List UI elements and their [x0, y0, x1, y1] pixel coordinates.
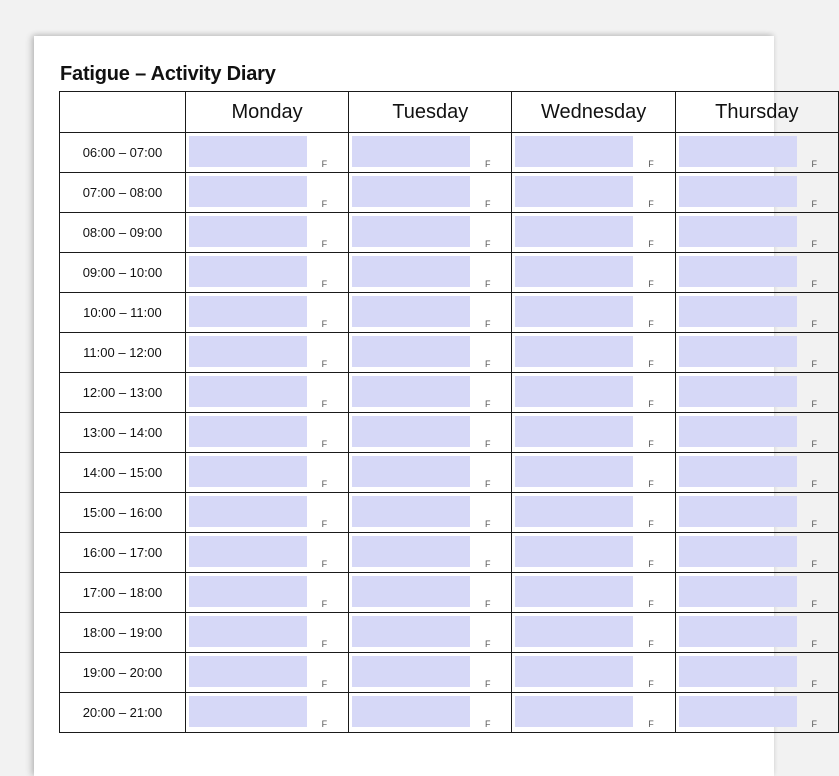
- fatigue-score-label: F: [811, 599, 817, 609]
- diary-cell: [512, 333, 675, 373]
- fatigue-score-label: F: [484, 719, 491, 729]
- activity-entry-field[interactable]: [679, 696, 797, 727]
- activity-entry-field[interactable]: [679, 616, 797, 647]
- fatigue-score-label: F: [648, 679, 654, 689]
- fatigue-score-label: F: [321, 399, 328, 409]
- time-row: [60, 613, 839, 653]
- fatigue-score-label: F: [321, 679, 328, 689]
- activity-entry-field[interactable]: [515, 216, 633, 247]
- time-slot-label: 12:00 – 13:00: [60, 373, 186, 413]
- activity-entry-field[interactable]: [352, 256, 470, 287]
- diary-cell: [349, 533, 512, 573]
- diary-cell: [349, 493, 512, 533]
- activity-entry-field[interactable]: [679, 576, 797, 607]
- activity-entry-field[interactable]: [352, 296, 470, 327]
- fatigue-score-label: F: [811, 159, 817, 169]
- activity-entry-field[interactable]: [352, 656, 470, 687]
- diary-cell: [185, 573, 348, 613]
- diary-cell: [185, 253, 348, 293]
- day-header: Monday: [185, 92, 348, 133]
- fatigue-score-label: F: [321, 639, 328, 649]
- fatigue-score-label: F: [811, 279, 817, 289]
- fatigue-score-label: F: [811, 319, 817, 329]
- day-header: Tuesday: [349, 92, 512, 133]
- fatigue-score-label: F: [648, 239, 654, 249]
- diary-cell: [675, 533, 838, 573]
- fatigue-score-label: F: [648, 439, 654, 449]
- diary-table: [59, 91, 839, 733]
- diary-cell: [349, 653, 512, 693]
- activity-entry-field[interactable]: [515, 656, 633, 687]
- time-slot-label: 18:00 – 19:00: [60, 613, 186, 653]
- activity-entry-field[interactable]: [679, 456, 797, 487]
- fatigue-score-label: F: [321, 439, 328, 449]
- time-slot-label: 15:00 – 16:00: [60, 493, 186, 533]
- time-row: [60, 133, 839, 173]
- fatigue-score-label: F: [648, 199, 654, 209]
- fatigue-score-label: F: [321, 559, 328, 569]
- time-row: [60, 693, 839, 733]
- fatigue-score-label: F: [484, 319, 491, 329]
- fatigue-score-label: F: [811, 479, 817, 489]
- time-slot-label: 13:00 – 14:00: [60, 413, 186, 453]
- diary-cell: [675, 293, 838, 333]
- activity-entry-field[interactable]: [679, 336, 797, 367]
- activity-entry-field[interactable]: [679, 656, 797, 687]
- fatigue-score-label: F: [811, 199, 817, 209]
- fatigue-score-label: F: [321, 239, 328, 249]
- activity-entry-field[interactable]: [515, 136, 633, 167]
- activity-entry-field[interactable]: [352, 616, 470, 647]
- diary-cell: [349, 173, 512, 213]
- fatigue-score-label: F: [321, 719, 328, 729]
- time-slot-label: 08:00 – 09:00: [60, 213, 186, 253]
- diary-cell: [675, 133, 838, 173]
- time-slot-label: 16:00 – 17:00: [60, 533, 186, 573]
- diary-cell: [675, 333, 838, 373]
- fatigue-score-label: F: [811, 679, 817, 689]
- activity-entry-field[interactable]: [352, 576, 470, 607]
- activity-entry-field[interactable]: [352, 376, 470, 407]
- diary-cell: [185, 293, 348, 333]
- fatigue-score-label: F: [484, 639, 491, 649]
- fatigue-score-label: F: [811, 639, 817, 649]
- fatigue-score-label: F: [321, 519, 328, 529]
- activity-entry-field[interactable]: [679, 216, 797, 247]
- fatigue-score-label: F: [484, 239, 491, 249]
- time-slot-label: 17:00 – 18:00: [60, 573, 186, 613]
- time-row: [60, 293, 839, 333]
- diary-cell: [675, 653, 838, 693]
- time-slot-label: 09:00 – 10:00: [60, 253, 186, 293]
- diary-cell: [349, 253, 512, 293]
- time-slot-label: 06:00 – 07:00: [60, 133, 186, 173]
- diary-cell: [512, 373, 675, 413]
- diary-cell: [185, 133, 348, 173]
- activity-entry-field[interactable]: [515, 616, 633, 647]
- time-row: [60, 253, 839, 293]
- fatigue-score-label: F: [321, 599, 328, 609]
- diary-cell: [675, 413, 838, 453]
- activity-entry-field[interactable]: [189, 336, 307, 367]
- time-row: [60, 413, 839, 453]
- fatigue-score-label: F: [648, 479, 654, 489]
- diary-body: [60, 133, 839, 733]
- activity-entry-field[interactable]: [515, 536, 633, 567]
- activity-entry-field[interactable]: [189, 256, 307, 287]
- diary-cell: [512, 253, 675, 293]
- fatigue-score-label: F: [811, 519, 817, 529]
- fatigue-score-label: F: [484, 439, 491, 449]
- activity-entry-field[interactable]: [352, 216, 470, 247]
- time-row: [60, 533, 839, 573]
- diary-cell: [349, 133, 512, 173]
- fatigue-score-label: F: [484, 359, 491, 369]
- fatigue-score-label: F: [321, 319, 328, 329]
- activity-entry-field[interactable]: [679, 536, 797, 567]
- fatigue-score-label: F: [648, 559, 654, 569]
- time-row: [60, 173, 839, 213]
- diary-cell: [185, 333, 348, 373]
- diary-cell: [349, 693, 512, 733]
- activity-entry-field[interactable]: [679, 496, 797, 527]
- activity-entry-field[interactable]: [679, 256, 797, 287]
- activity-entry-field[interactable]: [679, 176, 797, 207]
- fatigue-score-label: F: [811, 719, 817, 729]
- fatigue-score-label: F: [484, 679, 491, 689]
- header-row: [60, 92, 839, 133]
- activity-entry-field[interactable]: [189, 616, 307, 647]
- diary-cell: [349, 573, 512, 613]
- activity-entry-field[interactable]: [189, 456, 307, 487]
- time-row: [60, 453, 839, 493]
- diary-cell: [675, 613, 838, 653]
- diary-cell: [512, 493, 675, 533]
- activity-entry-field[interactable]: [515, 576, 633, 607]
- activity-entry-field[interactable]: [352, 696, 470, 727]
- fatigue-score-label: F: [321, 479, 328, 489]
- activity-entry-field[interactable]: [679, 296, 797, 327]
- fatigue-score-label: F: [811, 399, 817, 409]
- diary-cell: [349, 213, 512, 253]
- diary-cell: [512, 173, 675, 213]
- activity-entry-field[interactable]: [515, 336, 633, 367]
- fatigue-score-label: F: [484, 159, 491, 169]
- activity-entry-field[interactable]: [189, 136, 307, 167]
- fatigue-score-label: F: [321, 279, 328, 289]
- diary-page: [34, 36, 817, 776]
- fatigue-score-label: F: [648, 639, 654, 649]
- activity-entry-field[interactable]: [515, 696, 633, 727]
- activity-entry-field[interactable]: [515, 456, 633, 487]
- time-slot-label: 14:00 – 15:00: [60, 453, 186, 493]
- diary-cell: [185, 213, 348, 253]
- diary-cell: [512, 293, 675, 333]
- diary-cell: [185, 613, 348, 653]
- activity-entry-field[interactable]: [189, 656, 307, 687]
- activity-entry-field[interactable]: [189, 496, 307, 527]
- activity-entry-field[interactable]: [679, 416, 797, 447]
- diary-cell: [185, 373, 348, 413]
- activity-entry-field[interactable]: [679, 376, 797, 407]
- time-row: [60, 333, 839, 373]
- diary-cell: [185, 653, 348, 693]
- diary-cell: [512, 533, 675, 573]
- fatigue-score-label: F: [648, 399, 654, 409]
- activity-entry-field[interactable]: [352, 176, 470, 207]
- activity-entry-field[interactable]: [189, 576, 307, 607]
- diary-cell: [185, 173, 348, 213]
- diary-cell: [512, 653, 675, 693]
- activity-entry-field[interactable]: [189, 376, 307, 407]
- fatigue-score-label: F: [811, 359, 817, 369]
- fatigue-score-label: F: [321, 199, 328, 209]
- diary-cell: [349, 293, 512, 333]
- diary-cell: [512, 693, 675, 733]
- diary-cell: [185, 413, 348, 453]
- diary-cell: [349, 413, 512, 453]
- fatigue-score-label: F: [484, 199, 491, 209]
- activity-entry-field[interactable]: [189, 216, 307, 247]
- fatigue-score-label: F: [648, 279, 654, 289]
- diary-cell: [512, 133, 675, 173]
- time-slot-label: 07:00 – 08:00: [60, 173, 186, 213]
- fatigue-score-label: F: [648, 359, 654, 369]
- day-header: Wednesday: [512, 92, 675, 133]
- activity-entry-field[interactable]: [515, 176, 633, 207]
- diary-cell: [349, 613, 512, 653]
- activity-entry-field[interactable]: [189, 696, 307, 727]
- activity-entry-field[interactable]: [515, 376, 633, 407]
- fatigue-score-label: F: [648, 599, 654, 609]
- fatigue-score-label: F: [484, 399, 491, 409]
- fatigue-score-label: F: [484, 599, 491, 609]
- time-slot-label: 11:00 – 12:00: [60, 333, 186, 373]
- activity-entry-field[interactable]: [352, 416, 470, 447]
- activity-entry-field[interactable]: [515, 416, 633, 447]
- header-corner: [60, 92, 186, 133]
- fatigue-score-label: F: [648, 159, 654, 169]
- activity-entry-field[interactable]: [352, 496, 470, 527]
- fatigue-score-label: F: [484, 279, 491, 289]
- activity-entry-field[interactable]: [189, 176, 307, 207]
- activity-entry-field[interactable]: [352, 136, 470, 167]
- diary-cell: [349, 453, 512, 493]
- diary-cell: [675, 373, 838, 413]
- diary-cell: [512, 613, 675, 653]
- diary-cell: [675, 213, 838, 253]
- diary-cell: [675, 693, 838, 733]
- fatigue-score-label: F: [321, 159, 328, 169]
- fatigue-score-label: F: [811, 239, 817, 249]
- fatigue-score-label: F: [484, 479, 491, 489]
- diary-cell: [675, 253, 838, 293]
- fatigue-score-label: F: [648, 519, 654, 529]
- activity-entry-field[interactable]: [515, 296, 633, 327]
- diary-cell: [185, 693, 348, 733]
- activity-entry-field[interactable]: [352, 456, 470, 487]
- fatigue-score-label: F: [648, 319, 654, 329]
- diary-cell: [512, 573, 675, 613]
- time-row: [60, 493, 839, 533]
- diary-cell: [512, 413, 675, 453]
- fatigue-score-label: F: [811, 439, 817, 449]
- fatigue-score-label: F: [648, 719, 654, 729]
- activity-entry-field[interactable]: [352, 336, 470, 367]
- diary-cell: [185, 453, 348, 493]
- time-slot-label: 10:00 – 11:00: [60, 293, 186, 333]
- diary-cell: [675, 493, 838, 533]
- diary-cell: [675, 173, 838, 213]
- activity-entry-field[interactable]: [189, 296, 307, 327]
- activity-entry-field[interactable]: [189, 416, 307, 447]
- activity-entry-field[interactable]: [352, 536, 470, 567]
- diary-cell: [675, 453, 838, 493]
- time-slot-label: 20:00 – 21:00: [60, 693, 186, 733]
- time-slot-label: 19:00 – 20:00: [60, 653, 186, 693]
- diary-cell: [349, 333, 512, 373]
- diary-cell: [512, 453, 675, 493]
- activity-entry-field[interactable]: [515, 256, 633, 287]
- diary-cell: [675, 573, 838, 613]
- fatigue-score-label: F: [484, 519, 491, 529]
- diary-cell: [185, 493, 348, 533]
- fatigue-score-label: F: [484, 559, 491, 569]
- fatigue-score-label: F: [811, 559, 817, 569]
- time-row: [60, 373, 839, 413]
- time-row: [60, 213, 839, 253]
- diary-cell: [185, 533, 348, 573]
- diary-cell: [349, 373, 512, 413]
- activity-entry-field[interactable]: [515, 496, 633, 527]
- activity-entry-field[interactable]: [189, 536, 307, 567]
- activity-entry-field[interactable]: [679, 136, 797, 167]
- time-row: [60, 653, 839, 693]
- time-row: [60, 573, 839, 613]
- day-header: Thursday: [675, 92, 838, 133]
- fatigue-score-label: F: [321, 359, 328, 369]
- page-title: Fatigue – Activity Diary: [60, 63, 276, 85]
- diary-cell: [512, 213, 675, 253]
